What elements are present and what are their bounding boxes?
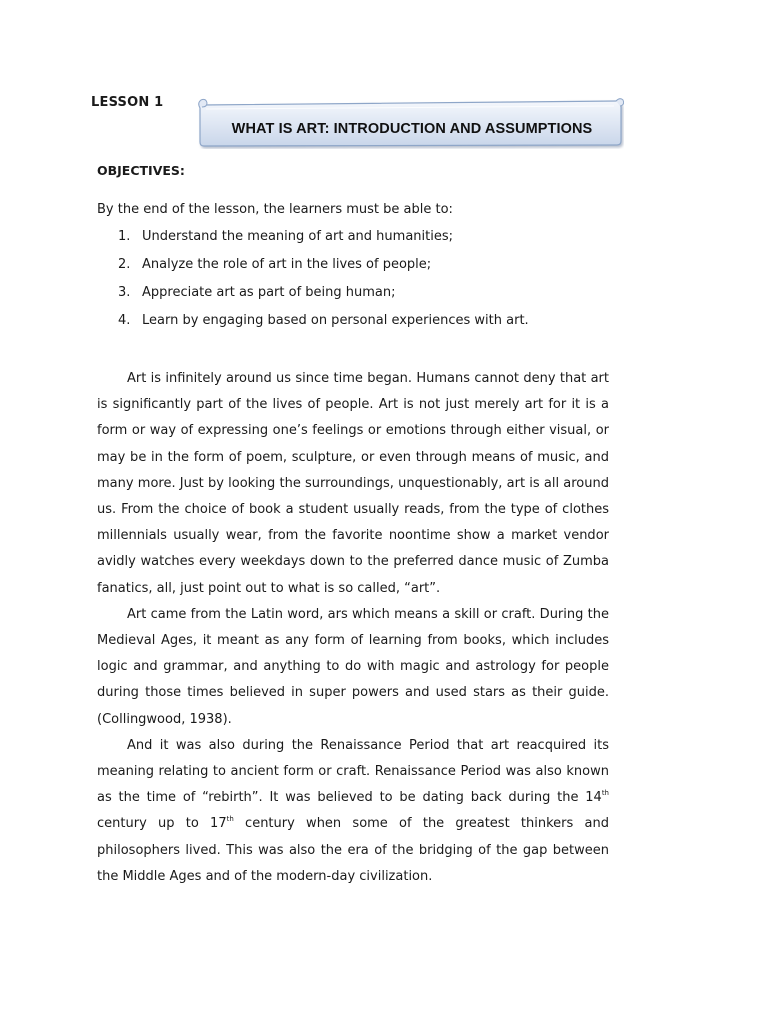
list-item-text: Understand the meaning of art and humanities;	[142, 229, 453, 244]
superscript-th: th	[601, 789, 609, 798]
list-item-text: Appreciate art as part of being human;	[142, 285, 396, 300]
list-item-number: 4.	[118, 313, 131, 328]
list-item	[118, 313, 529, 341]
title-banner-scroll	[196, 97, 624, 149]
list-item	[118, 229, 529, 257]
paragraph-renaissance-part-a: And it was also during the Renaissance Period that art reacquired its meaning relating to ancient form or craft. Renaissance Period was also known as the time of “rebirth”. It was believed to be dating back during the 14	[97, 737, 609, 806]
list-item	[118, 257, 529, 285]
lesson-label: LESSON 1	[91, 95, 164, 110]
list-item-text: Analyze the role of art in the lives of people;	[142, 257, 432, 272]
paragraph-renaissance	[97, 733, 609, 890]
objectives-heading: OBJECTIVES:	[97, 163, 185, 178]
paragraph-renaissance-part-b: century up to 17	[97, 816, 227, 832]
list-item-text: Learn by engaging based on personal experiences with art.	[142, 313, 529, 328]
objectives-intro: By the end of the lesson, the learners must be able to:	[97, 202, 453, 217]
paragraph-origin-of-art: Art came from the Latin word, ars which means a skill or craft. During the Medieval Ages, it meant as any form of learning from books, which includes logic and grammar, and anything to do with magic and astrology for people during those times believed in super powers and used stars as their guide. (Collingwood, 1938).	[97, 606, 609, 727]
list-item-number: 3.	[118, 285, 131, 300]
paragraph-renaissance-part-c: century when some of the greatest thinkers and philosophers lived. This was also the era of the bridging of the gap between the Middle Ages and of the modern-day civilization.	[97, 816, 609, 884]
list-item-number: 1.	[118, 229, 131, 244]
lesson-body	[97, 366, 609, 890]
objectives-list	[118, 229, 529, 341]
paragraph-art-around-us: Art is infinitely around us since time began. Humans cannot deny that art is significantly part of the lives of people. Art is not just merely art for it is a form or way of expressing one’s feelings or emotions through either visual, or may be in the form of poem, sculpture, or even through means of music, and many more. Just by looking the surroundings, unquestionably, art is all around us. From the choice of book a student usually reads, from the type of clothes millennials usually wear, from the favorite noontime show a market vendor avidly watches every weekdays down to the preferred dance music of Zumba fanatics, all, just point out to what is so called, “art”.	[97, 371, 609, 596]
lesson-title: WHAT IS ART: INTRODUCTION AND ASSUMPTIONS	[231, 121, 593, 137]
list-item	[118, 285, 529, 313]
list-item-number: 2.	[118, 257, 131, 272]
superscript-th: th	[226, 815, 234, 824]
